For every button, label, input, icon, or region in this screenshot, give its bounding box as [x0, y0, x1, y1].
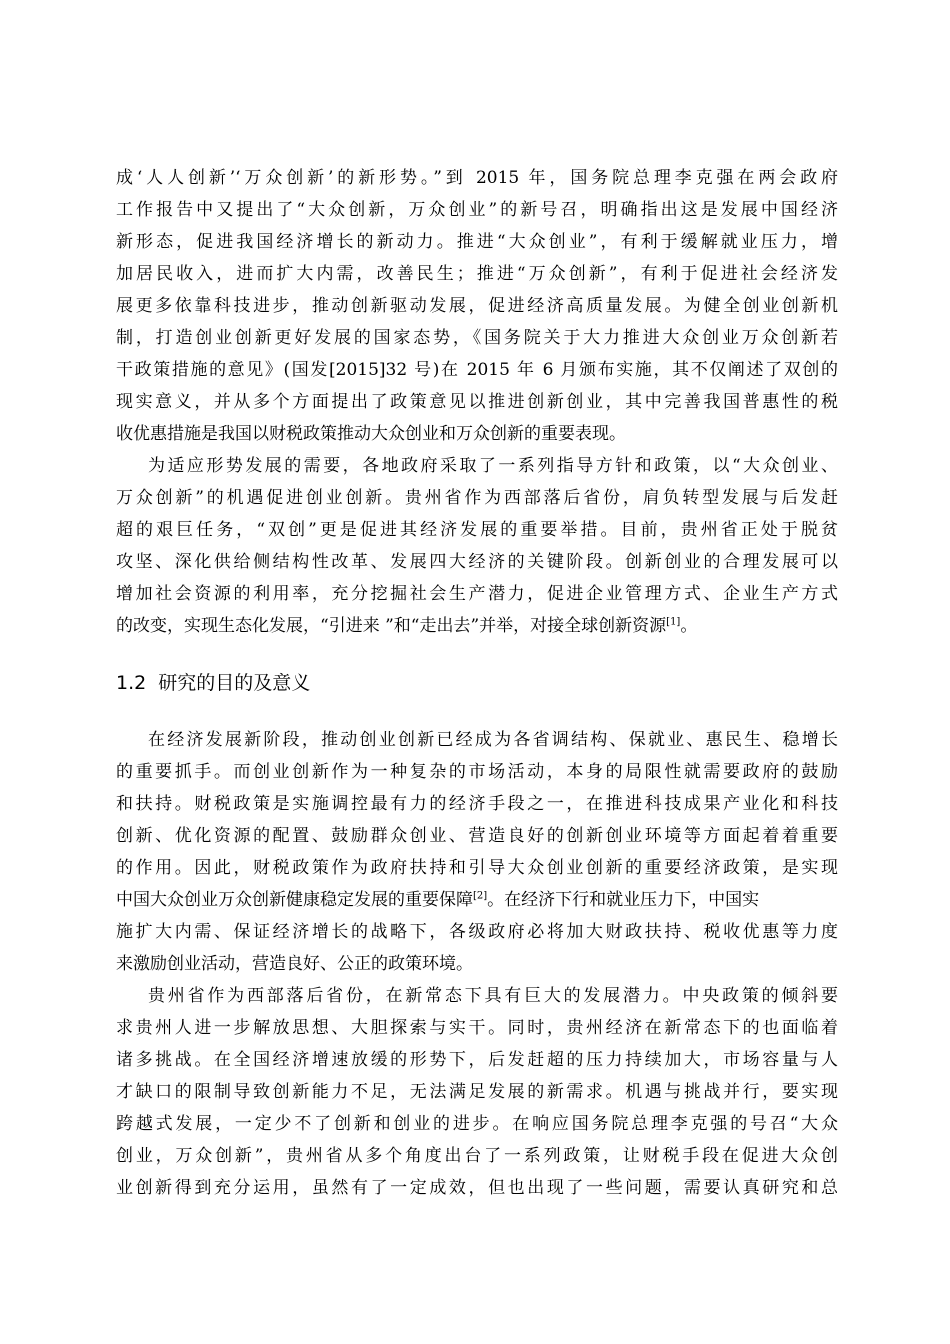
paragraph-line: 的重要抓手。而创业创新作为一种复杂的市场活动，本身的局限性就需要政府的鼓励: [116, 762, 838, 782]
line-text: 中国大众创业万众创新健康稳定发展的重要保障: [116, 890, 473, 910]
paragraph-line: 成‘人人创新’‘万众创新’的新形势。”到 2015 年，国务院总理李克强在两会政府: [116, 168, 838, 188]
paragraph-line: 贵州省作为西部落后省份，在新常态下具有巨大的发展潜力。中央政策的倾斜要: [148, 986, 838, 1006]
paragraph-line: 跨越式发展，一定少不了创新和创业的进步。在响应国务院总理李克强的号召“大众: [116, 1114, 838, 1134]
paragraph-line: 现实意义，并从多个方面提出了政策意见以推进创新创业，其中完善我国普惠性的税: [116, 392, 838, 412]
section-heading: [116, 668, 310, 698]
paragraph-line: 创新、优化资源的配置、鼓励群众创业、营造良好的创新创业环境等方面起着着重要: [116, 826, 838, 846]
paragraph-line: 业创新得到充分运用，虽然有了一定成效，但也出现了一些问题，需要认真研究和总: [116, 1178, 838, 1198]
paragraph-line: 在经济发展新阶段，推动创业创新已经成为各省调结构、保就业、惠民生、稳增长: [148, 730, 838, 750]
citation-ref[interactable]: [2]: [473, 890, 488, 902]
paragraph-line: 新形态，促进我国经济增长的新动力。推进“大众创业”，有利于缓解就业压力，增: [116, 232, 838, 252]
paragraph-line: 干政策措施的意见》(国发[2015]32 号)在 2015 年 6 月颁布实施，其不仅阐述了双创的: [116, 360, 838, 380]
line-text: 。在经济下行和就业压力下，中国实: [487, 890, 760, 910]
paragraph-line: 来激励创业活动，营造良好、公正的政策环境。: [116, 954, 473, 974]
section-title: 研究的目的及意义: [158, 672, 311, 694]
section-number: 1.2: [116, 672, 147, 694]
line-text: 。: [680, 616, 698, 636]
paragraph-line: 为适应形势发展的需要，各地政府采取了一系列指导方针和政策，以“大众创业、: [148, 456, 838, 476]
paragraph-line: 工作报告中又提出了“大众创新，万众创业”的新号召，明确指出这是发展中国经济: [116, 200, 838, 220]
paragraph-line: 求贵州人进一步解放思想、大胆探索与实干。同时，贵州经济在新常态下的也面临着: [116, 1018, 838, 1038]
paragraph-line: 和扶持。财税政策是实施调控最有力的经济手段之一，在推进科技成果产业化和科技: [116, 794, 838, 814]
paragraph-line: 诸多挑战。在全国经济增速放缓的形势下，后发赶超的压力持续加大，市场容量与人: [116, 1050, 838, 1070]
citation-ref[interactable]: [1]: [666, 616, 681, 628]
paragraph-line: 加居民收入，进而扩大内需，改善民生；推进“万众创新”，有利于促进社会经济发: [116, 264, 838, 284]
paragraph-line: 创业，万众创新”，贵州省从多个角度出台了一系列政策，让财税手段在促进大众创: [116, 1146, 838, 1166]
paragraph-line: 制，打造创业创新更好发展的国家态势，《国务院关于大力推进大众创业万众创新若: [116, 328, 838, 348]
line-text: 的改变，实现生态化发展，“引进来 ”和“走出去”并举，对接全球创新资源: [116, 616, 667, 636]
paragraph-line: 万众创新”的机遇促进创业创新。贵州省作为西部落后省份，肩负转型发展与后发赶: [116, 488, 838, 508]
paragraph-line: [116, 611, 838, 641]
paragraph-line: 超的艰巨任务，“双创”更是促进其经济发展的重要举措。目前，贵州省正处于脱贫: [116, 520, 838, 540]
paragraph-line: 收优惠措施是我国以财税政策推动大众创业和万众创新的重要表现。: [116, 424, 626, 444]
paragraph-line: 的作用。因此，财税政策作为政府扶持和引导大众创业创新的重要经济政策，是实现: [116, 858, 838, 878]
paragraph-line: 增加社会资源的利用率，充分挖掘社会生产潜力，促进企业管理方式、企业生产方式: [116, 584, 838, 604]
paragraph-line: 攻坚、深化供给侧结构性改革、发展四大经济的关键阶段。创新创业的合理发展可以: [116, 552, 838, 572]
paragraph-line: 施扩大内需、保证经济增长的战略下，各级政府必将加大财政扶持、税收优惠等力度: [116, 922, 838, 942]
paragraph-line: 展更多依靠科技进步，推动创新驱动发展，促进经济高质量发展。为健全创业创新机: [116, 296, 838, 316]
paragraph-line: 才缺口的限制导致创新能力不足，无法满足发展的新需求。机遇与挑战并行，要实现: [116, 1082, 838, 1102]
paragraph-line: [116, 885, 838, 915]
